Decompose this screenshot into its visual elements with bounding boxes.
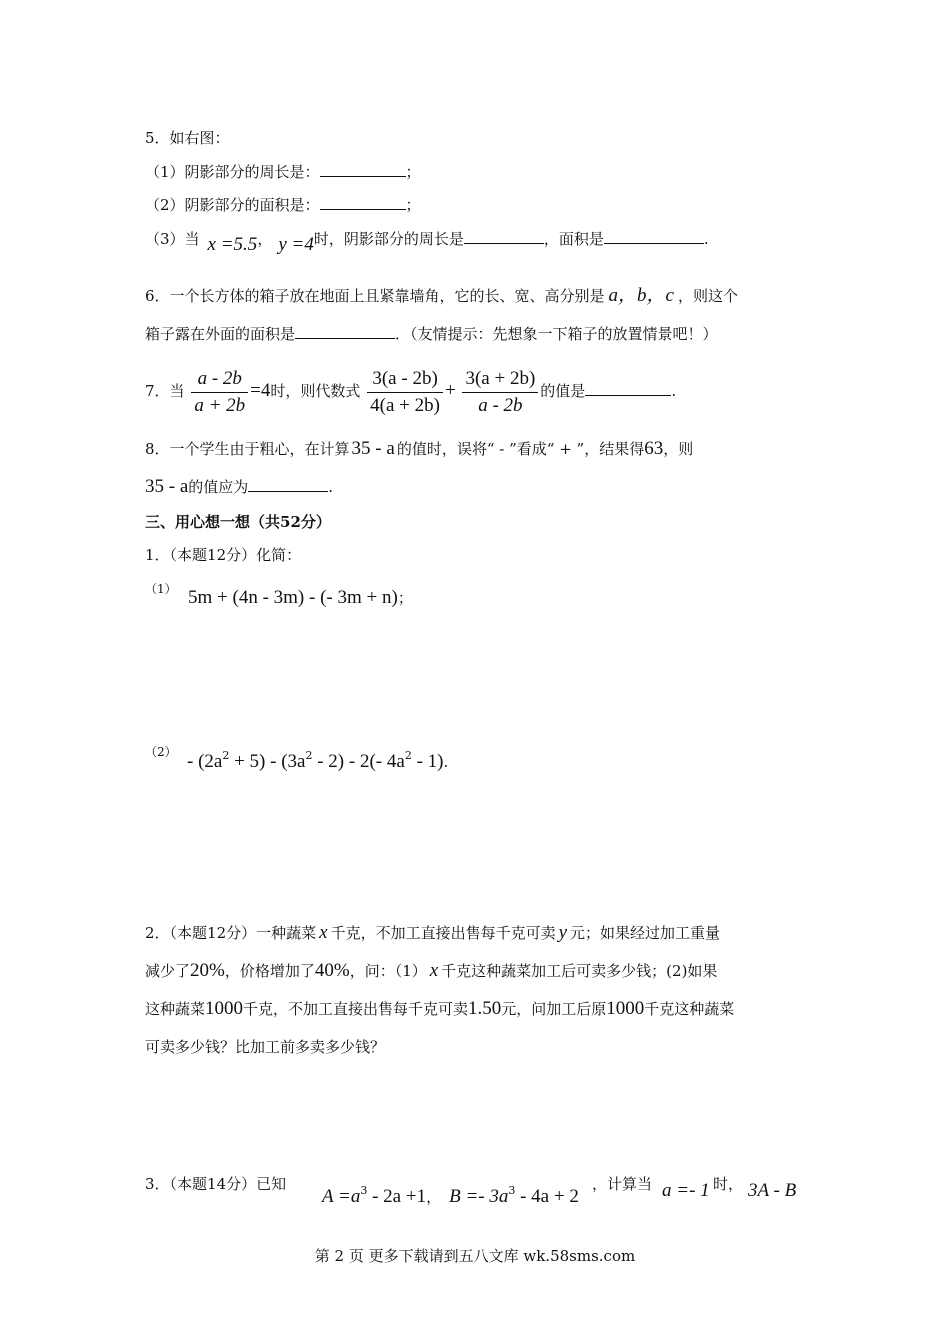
q8-line2: 35 - a的值应为 . — [145, 476, 334, 497]
s2-line3: 这种蔬菜1000千克，不加工直接出售每千克可卖1.50元，问加工后原1000千克这种蔬菜 — [145, 998, 735, 1019]
s3-expressions: $A =a^3 - 2a +1$， $B =- 3a^3 - 4a + 2$ — [322, 1184, 579, 1207]
s1-part1: （1） — [145, 582, 177, 596]
answer-blank[interactable] — [320, 195, 406, 210]
s2-line1: 2．（本题12分）一种蔬菜 x 千克，不加工直接出售每千克可卖 y 元；如果经过加工重量 — [145, 922, 721, 943]
q6-line1: 6．一个长方体的箱子放在地面上且紧靠墙角，它的长、宽、高分别是 a，b，c ，则这个 — [145, 285, 738, 306]
fraction: $\frac{3(a - 2b)}{4(a + 2b)}$ — [367, 367, 443, 418]
answer-blank[interactable] — [464, 229, 544, 244]
q6-line2: 箱子露在外面的面积是 ．（友情提示：先想象一下箱子的放置情景吧！） — [145, 325, 718, 343]
s3-condition: a =- 1 — [662, 1180, 710, 1201]
s2-line2: 减少了20%，价格增加了40%，问：（1） x 千克这种蔬菜加工后可卖多少钱；(2)如果 — [145, 960, 718, 981]
s1-part2: （2） — [145, 745, 177, 759]
answer-blank[interactable] — [604, 229, 704, 244]
s3-line1: 3．（本题14分）已知 — [145, 1175, 287, 1193]
s1-part2-expr: - $(2a^2 + 5) - (3a^2 - 2) - 2(-$ $4a^2 - 1$). — [187, 749, 449, 772]
fraction: $\frac{3(a + 2b)}{a - 2b}$ — [462, 367, 538, 418]
s3-target: 3A - B — [748, 1180, 797, 1201]
s1-part1-expr: 5m + (4n - 3m) - (- 3m + n)； — [188, 587, 413, 608]
q7-line: 7．当 $\frac{a - 2b}{a + 2b}$ =4时，则代数式 $\frac{3(a - 2b)}{4(a + 2b)}$ + $\frac{3(a + 2b)}{a - 2b}$ 的值是 . — [145, 367, 677, 416]
s3-when: 时， — [713, 1175, 744, 1193]
q5-title: 5．如右图： — [145, 129, 230, 147]
q8-line1: 8．一个学生由于粗心，在计算 35 - a 的值时，误将“ - ”看成“ + ”，结果得63，则 — [145, 438, 694, 459]
q5-part1: （1）阴影部分的周长是： ； — [145, 163, 421, 181]
s1-title: 1．（本题12分）化简： — [145, 546, 302, 564]
q5-part3: （3）当 x =5.5， y =4时，阴影部分的周长是 ，面积是 . — [145, 230, 709, 255]
answer-blank[interactable] — [585, 381, 671, 396]
page-footer: 第 2 页 更多下载请到五八文库 wk.58sms.com — [314, 1247, 636, 1265]
s2-line4: 可卖多少钱？比加工前多卖多少钱？ — [145, 1038, 386, 1056]
fraction: $\frac{a - 2b}{a + 2b}$ — [191, 367, 248, 418]
answer-blank[interactable] — [248, 477, 328, 492]
answer-blank[interactable] — [320, 162, 406, 177]
answer-blank[interactable] — [295, 324, 395, 339]
q5-part2: （2）阴影部分的面积是： ； — [145, 196, 421, 214]
section-heading: 三、用心想一想（共52分） — [145, 513, 331, 531]
s3-condition-text: ，计算当 — [592, 1175, 653, 1193]
